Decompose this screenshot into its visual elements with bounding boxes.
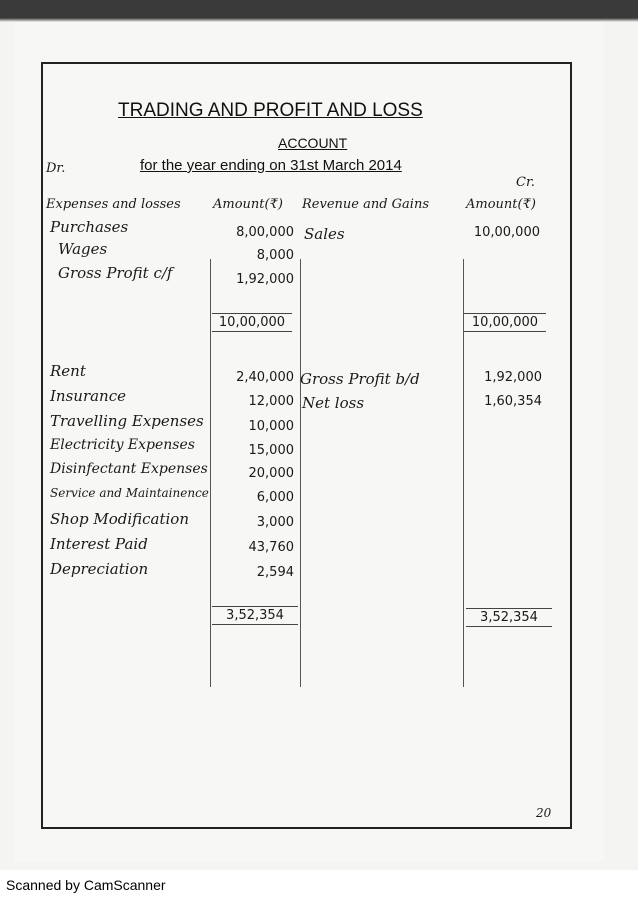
pl-debit-label: Electricity Expenses <box>50 437 195 453</box>
pl-debit-label: Service and Maintainence <box>50 486 209 500</box>
cr-label: Cr. <box>516 175 535 190</box>
trading-credit-label: Sales <box>304 225 345 243</box>
pl-credit-amount: 1,60,354 <box>484 394 542 409</box>
pl-debit-amount: 10,000 <box>248 419 294 434</box>
column-divider <box>300 259 301 687</box>
pl-debit-amount: 2,594 <box>256 565 294 580</box>
trading-debit-amount: 1,92,000 <box>236 272 294 287</box>
trading-total-right: 10,00,000 <box>464 313 546 332</box>
pl-credit-label: Gross Profit b/d <box>300 370 420 388</box>
trading-debit-amount: 8,000 <box>256 248 294 263</box>
header-amount-right: Amount(₹) <box>466 197 536 212</box>
pl-debit-label: Interest Paid <box>50 535 148 553</box>
pl-debit-amount: 6,000 <box>256 490 294 505</box>
trading-total-left: 10,00,000 <box>212 313 292 332</box>
trading-debit-label: Gross Profit c/f <box>58 264 173 282</box>
title-line-2: ACCOUNT <box>278 135 348 151</box>
pl-debit-amount: 12,000 <box>248 394 294 409</box>
pl-credit-label: Net loss <box>302 394 365 412</box>
trading-credit-amount: 10,00,000 <box>473 225 540 240</box>
scanner-footer: Scanned by CamScanner <box>6 877 166 893</box>
page-number: 20 <box>536 806 552 820</box>
trading-debit-amount: 8,00,000 <box>236 225 294 240</box>
pl-debit-label: Disinfectant Expenses <box>50 461 208 477</box>
pl-debit-label: Travelling Expenses <box>50 412 204 430</box>
pl-debit-amount: 20,000 <box>248 466 294 481</box>
dr-label: Dr. <box>46 161 66 176</box>
pl-debit-amount: 3,000 <box>256 515 294 530</box>
pl-debit-label: Shop Modification <box>50 510 189 528</box>
header-revenue: Revenue and Gains <box>302 197 430 212</box>
column-divider <box>210 259 211 687</box>
pl-debit-label: Rent <box>50 362 86 380</box>
pl-debit-label: Insurance <box>50 387 126 405</box>
title-line-1: TRADING AND PROFIT AND LOSS <box>118 100 423 121</box>
trading-debit-label: Purchases <box>50 218 129 236</box>
pl-debit-label: Depreciation <box>50 560 149 578</box>
pl-credit-amount: 1,92,000 <box>484 370 542 385</box>
pl-debit-amount: 15,000 <box>248 443 294 458</box>
pl-total-left: 3,52,354 <box>212 606 298 625</box>
pl-total-right: 3,52,354 <box>466 608 552 627</box>
header-amount-left: Amount(₹) <box>213 197 283 212</box>
header-expenses: Expenses and losses <box>46 197 181 212</box>
pl-debit-amount: 2,40,000 <box>236 370 294 385</box>
trading-debit-label: Wages <box>58 240 108 258</box>
title-line-3: for the year ending on 31st March 2014 <box>140 157 402 174</box>
pl-debit-amount: 43,760 <box>248 540 294 555</box>
